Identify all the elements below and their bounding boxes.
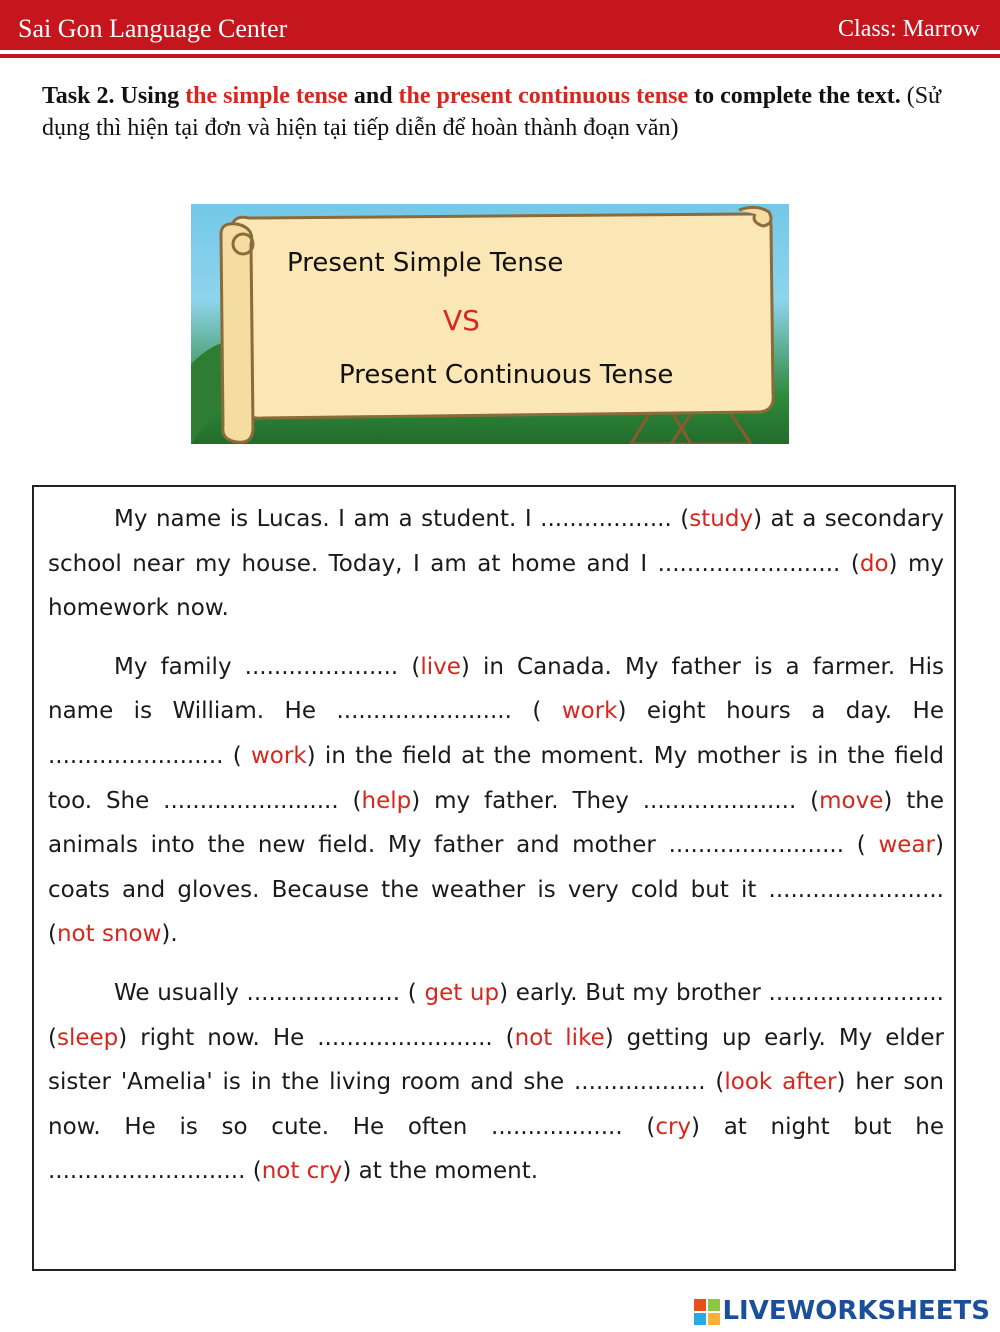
task-vietnamese: (Sử dụng thì hiện tại đơn và hiện tại tiếp diễn để hoàn thành đoạn văn) <box>42 83 942 141</box>
task-red-2: the present continuous tense <box>398 83 689 109</box>
header-divider <box>0 54 1000 58</box>
text-segment: ) right now. He ........................ ( <box>118 1024 515 1051</box>
verb-hint: cry <box>655 1113 692 1140</box>
passage-box <box>32 485 956 1271</box>
verb-hint: move <box>819 787 884 814</box>
liveworksheets-brand: LIVEWORKSHEETS <box>722 1296 990 1326</box>
task-and: and <box>347 83 399 109</box>
text-segment: ) at night but he ........................... ( <box>48 1113 944 1185</box>
text-segment: ) in Canada. My father is a farmer. His name is William. He ........................ ( <box>48 653 944 725</box>
text-segment: ) getting up early. My elder sister 'Amelia' is in the living room and she .................. ( <box>48 1024 944 1096</box>
text-segment: ). <box>161 921 178 948</box>
text-segment: ) my father. They ..................... ( <box>411 787 820 814</box>
text-segment: ) my homework now. <box>48 550 944 622</box>
text-segment: ) coats and gloves. Because the weather is very cold but it ........................ ( <box>48 832 944 948</box>
text-segment: ) in the field at the moment. My mother is in the field too. She ........................ ( <box>48 742 944 814</box>
verb-hint: not snow <box>56 921 162 948</box>
verb-hint: not like <box>514 1024 605 1051</box>
task-instructions <box>42 80 942 144</box>
passage-text <box>48 497 944 1208</box>
task-lead: Task 2. Using <box>42 83 186 109</box>
text-segment: ) the animals into the new field. My father and mother ........................ ( <box>48 787 944 859</box>
paragraph-1 <box>48 497 944 631</box>
banner-line-1: Present Simple Tense <box>287 248 564 278</box>
text-segment: ) early. But my brother ........................ ( <box>48 979 944 1051</box>
task-red-1: the simple tense <box>185 83 348 109</box>
tense-banner-image <box>191 204 789 444</box>
verb-hint: look after <box>724 1069 837 1096</box>
verb-hint: work <box>561 698 618 725</box>
school-name: Sai Gon Language Center <box>18 14 288 43</box>
page-header <box>0 0 1000 50</box>
liveworksheets-logo <box>694 1296 990 1326</box>
banner-line-3: Present Continuous Tense <box>339 360 674 390</box>
text-segment: We usually ..................... ( <box>114 979 425 1006</box>
verb-hint: work <box>251 742 307 769</box>
text-segment: ) her son now. He is so cute. He often .................. ( <box>48 1069 945 1140</box>
text-segment: ) at a secondary school near my house. Today, I am at home and I ......................... ( <box>48 506 944 577</box>
verb-hint: sleep <box>56 1024 119 1051</box>
task-bold-end: to complete the text. <box>688 83 901 109</box>
verb-hint: wear <box>878 832 936 859</box>
class-label: Class: Marrow <box>838 16 980 42</box>
paragraph-3 <box>48 971 944 1194</box>
text-segment: ) eight hours a day. He ........................ ( <box>48 698 944 769</box>
text-segment: My family ..................... ( <box>114 653 421 680</box>
text-segment: My name is Lucas. I am a student. I .................. ( <box>114 506 690 532</box>
text-segment: ) at the moment. <box>342 1158 539 1185</box>
scroll-illustration <box>191 204 789 444</box>
verb-hint: live <box>420 653 461 680</box>
paragraph-2 <box>48 645 944 957</box>
verb-hint: not cry <box>261 1158 343 1185</box>
verb-hint: do <box>859 550 889 577</box>
verb-hint: help <box>361 787 412 814</box>
liveworksheets-icon <box>694 1299 720 1325</box>
banner-line-2: VS <box>443 304 480 337</box>
verb-hint: study <box>689 506 754 532</box>
verb-hint: get up <box>424 979 500 1006</box>
